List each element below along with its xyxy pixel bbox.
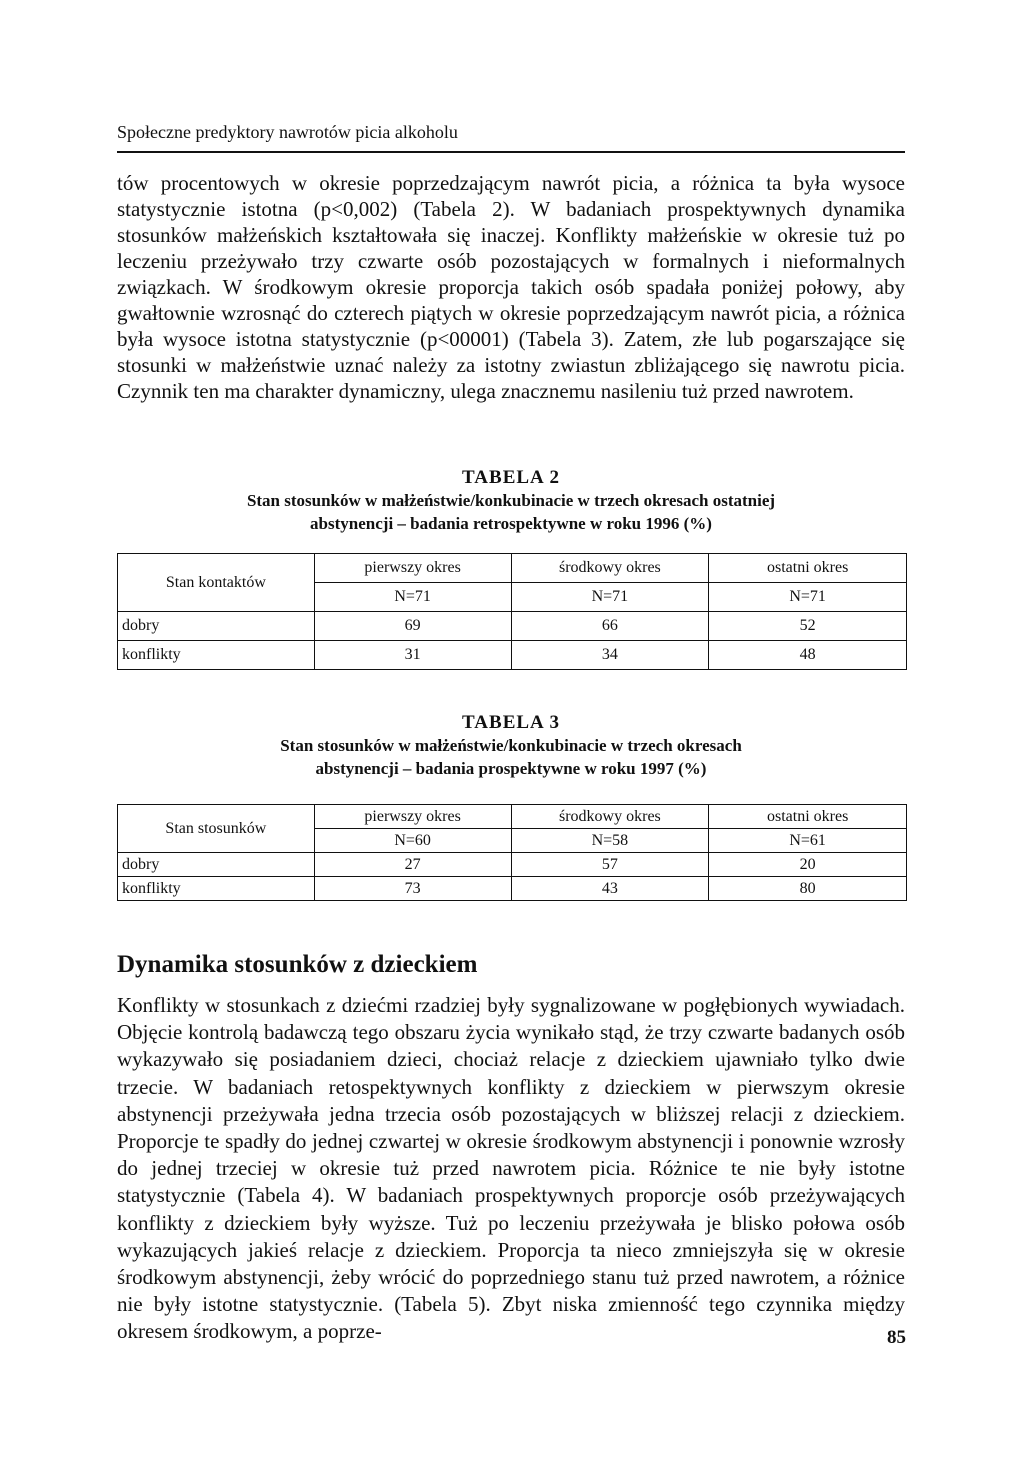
- table-cell: 73: [314, 877, 511, 901]
- row-label: dobry: [118, 612, 315, 641]
- running-header: Społeczne predyktory nawrotów picia alkoholu: [117, 122, 458, 142]
- sample-size-cell: N=61: [709, 829, 907, 853]
- column-header: pierwszy okres: [314, 805, 511, 829]
- table-2-caption: [117, 466, 905, 535]
- table-cell: 34: [511, 641, 709, 670]
- table-cell: 31: [314, 641, 511, 670]
- paragraph-1: tów procentowych w okresie poprzedzającym nawrót picia, a różnica ta była wysoce statystycznie istotna (p<0,002) (Tabela 2). W badaniach prospektywnych dynamika stosunków małżeńskich kształtowała się inaczej. Konflikty małżeńskie w okresie tuż po leczeniu przeżywało trzy czwarte osób pozostających w formalnych i nieformalnych związkach. W środkowym okresie proporcja takich osób spadała poniżej połowy, aby gwałtownie wzrosnąć do czterech piątych w okresie poprzedzającym nawrót picia, a różnica była wysoce istotna statystycznie (p<00001) (Tabela 3). Zatem, złe lub pogarszające się stosunki w małżeństwie uznać należy za istotny zwiastun zbliżającego się nawrotu picia. Czynnik ten ma charakter dynamiczny, ulega znacznemu nasileniu tuż przed nawrotem.: [117, 171, 905, 403]
- table-2-label: TABELA 2: [462, 467, 560, 488]
- table-cell: 20: [709, 853, 907, 877]
- sample-size-cell: N=71: [314, 583, 511, 612]
- table-2-title-line-1: Stan stosunków w małżeństwie/konkubinacie w trzech okresach ostatniej: [246, 491, 776, 510]
- row-label: konflikty: [118, 877, 315, 901]
- table-2: [117, 553, 907, 670]
- table-3-title-line-1: Stan stosunków w małżeństwie/konkubinacie w trzech okresach: [280, 736, 742, 755]
- table-row: [118, 612, 907, 641]
- table-corner-header: Stan stosunków: [118, 805, 315, 853]
- header-rule: [117, 151, 905, 153]
- column-header: środkowy okres: [511, 805, 709, 829]
- table-3-label: TABELA 3: [462, 712, 560, 733]
- table-cell: 69: [314, 612, 511, 641]
- table-row: [118, 641, 907, 670]
- table-2-title-line-2: abstynencji – badania retrospektywne w roku 1996 (%): [310, 514, 712, 533]
- table-cell: 66: [511, 612, 709, 641]
- table-row: [118, 877, 907, 901]
- table-cell: 57: [511, 853, 709, 877]
- column-header: środkowy okres: [511, 554, 709, 583]
- table-row: [118, 853, 907, 877]
- column-header: ostatni okres: [709, 554, 907, 583]
- table-corner-header: Stan kontaktów: [118, 554, 315, 612]
- table-cell: 80: [709, 877, 907, 901]
- column-header: pierwszy okres: [314, 554, 511, 583]
- table-row: [118, 805, 907, 829]
- table-cell: 52: [709, 612, 907, 641]
- page-number: 85: [887, 1327, 906, 1348]
- sample-size-cell: N=60: [314, 829, 511, 853]
- row-label: dobry: [118, 853, 315, 877]
- table-cell: 48: [709, 641, 907, 670]
- row-label: konflikty: [118, 641, 315, 670]
- sample-size-cell: N=58: [511, 829, 709, 853]
- sample-size-cell: N=71: [709, 583, 907, 612]
- table-3-caption: [117, 711, 905, 780]
- table-3: [117, 804, 907, 901]
- column-header: ostatni okres: [709, 805, 907, 829]
- sample-size-cell: N=71: [511, 583, 709, 612]
- paragraph-2: Konflikty w stosunkach z dziećmi rzadziej były sygnalizowane w pogłębionych wywiadach. Objęcie kontrolą badawczą tego obszaru życia wynikało stąd, że trzy czwarte badanych osób wykazywało się posiadaniem dzieci, chociaż relacje z dzieckiem ujawniało tylko dwie trzecie. W badaniach retospektywnych konflikty z dzieckiem w pierwszym okresie abstynencji przeżywała jedna trzecia osób pozostających w bliższej relacji z dzieckiem. Proporcje te spadły do jednej czwartej w okresie środkowym abstynencji i ponownie wzrosły do jednej trzeciej w okresie tuż przed nawrotem picia. Różnice te nie były istotne statystycznie (Tabela 4). W badaniach prospektywnych proporcje osób przeżywających konflikty z dzieckiem były wyższe. Tuż po leczeniu przeżywała je blisko połowa osób wykazujących jakieś relacje z dzieckiem. Proporcja ta nieco zmniejszyła się w okresie środkowym abstynencji, żeby wrócić do poprzedniego stanu tuż przed nawrotem, a różnice nie były istotne statystycznie. (Tabela 5). Zbyt niska zmienność tego czynnika między okresem środkowym, a poprze-: [117, 993, 905, 1344]
- table-3-title-line-2: abstynencji – badania prospektywne w roku 1997 (%): [315, 759, 707, 778]
- table-cell: 43: [511, 877, 709, 901]
- section-heading: Dynamika stosunków z dzieckiem: [117, 951, 478, 978]
- table-row: [118, 554, 907, 583]
- table-cell: 27: [314, 853, 511, 877]
